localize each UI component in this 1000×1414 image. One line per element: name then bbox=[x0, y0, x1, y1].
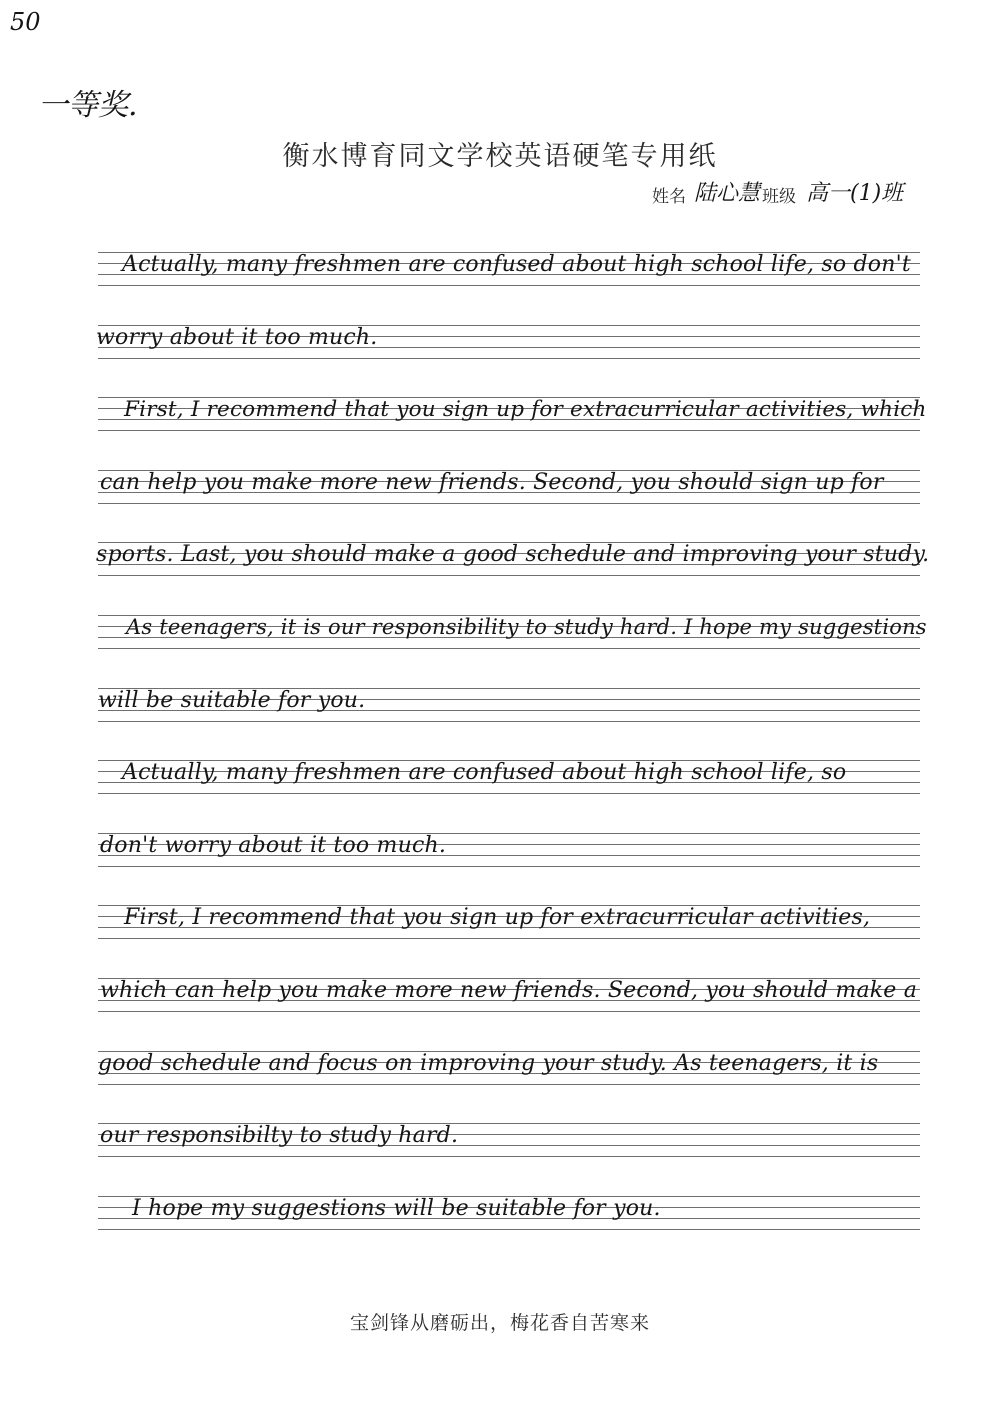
handwritten-line: will be suitable for you. bbox=[98, 687, 366, 713]
ruled-line bbox=[98, 575, 920, 576]
handwritten-line: don't worry about it too much. bbox=[100, 832, 447, 858]
ruled-line bbox=[98, 648, 920, 649]
handwritten-line: can help you make more new friends. Second, you should sign up for bbox=[100, 469, 884, 495]
ruled-line bbox=[98, 1011, 920, 1012]
handwritten-line: Actually, many freshmen are confused about high school life, so bbox=[122, 760, 847, 786]
handwritten-line: our responsibilty to study hard. bbox=[100, 1123, 459, 1149]
name-value: 陆心慧 bbox=[694, 181, 761, 206]
handwritten-line: First, I recommend that you sign up for extracurricular activities, bbox=[124, 905, 871, 931]
footer-motto: 宝剑锋从磨砺出，梅花香自苦寒来 bbox=[349, 1312, 650, 1334]
ruled-line bbox=[98, 358, 920, 359]
ruled-line bbox=[98, 721, 920, 722]
ruled-line bbox=[98, 430, 920, 431]
handwritten-line: First, I recommend that you sign up for extracurricular activities, which bbox=[124, 397, 927, 423]
ruled-line bbox=[98, 1084, 920, 1085]
ruled-line bbox=[98, 793, 920, 794]
ruled-line bbox=[98, 938, 920, 939]
handwritten-line: I hope my suggestions will be suitable for you. bbox=[132, 1195, 661, 1221]
handwritten-line: As teenagers, it is our responsibility to study hard. I hope my suggestions bbox=[126, 615, 927, 639]
handwritten-line: Actually, many freshmen are confused about high school life, so don't bbox=[122, 252, 911, 277]
ruled-line bbox=[98, 503, 920, 504]
ruled-line bbox=[98, 866, 920, 867]
page-title: 衡水博育同文学校英语硬笔专用纸 bbox=[282, 141, 718, 172]
ruled-line bbox=[98, 285, 920, 286]
class-value: 高一(1)班 bbox=[806, 181, 904, 206]
class-label: 班级 bbox=[762, 187, 796, 207]
handwritten-line: good schedule and focus on improving your study. As teenagers, it is bbox=[98, 1050, 879, 1076]
handwritten-line: sports. Last, you should make a good schedule and improving your study. bbox=[96, 542, 930, 568]
award-mark: 一等奖. bbox=[38, 88, 138, 123]
handwritten-line: which can help you make more new friends. Second, you should make a bbox=[100, 978, 918, 1003]
ruled-line bbox=[98, 1156, 920, 1157]
score-mark: 50 bbox=[10, 8, 41, 36]
name-label: 姓名 bbox=[652, 187, 686, 207]
ruled-line bbox=[98, 1229, 920, 1230]
handwritten-line: worry about it too much. bbox=[96, 324, 378, 350]
